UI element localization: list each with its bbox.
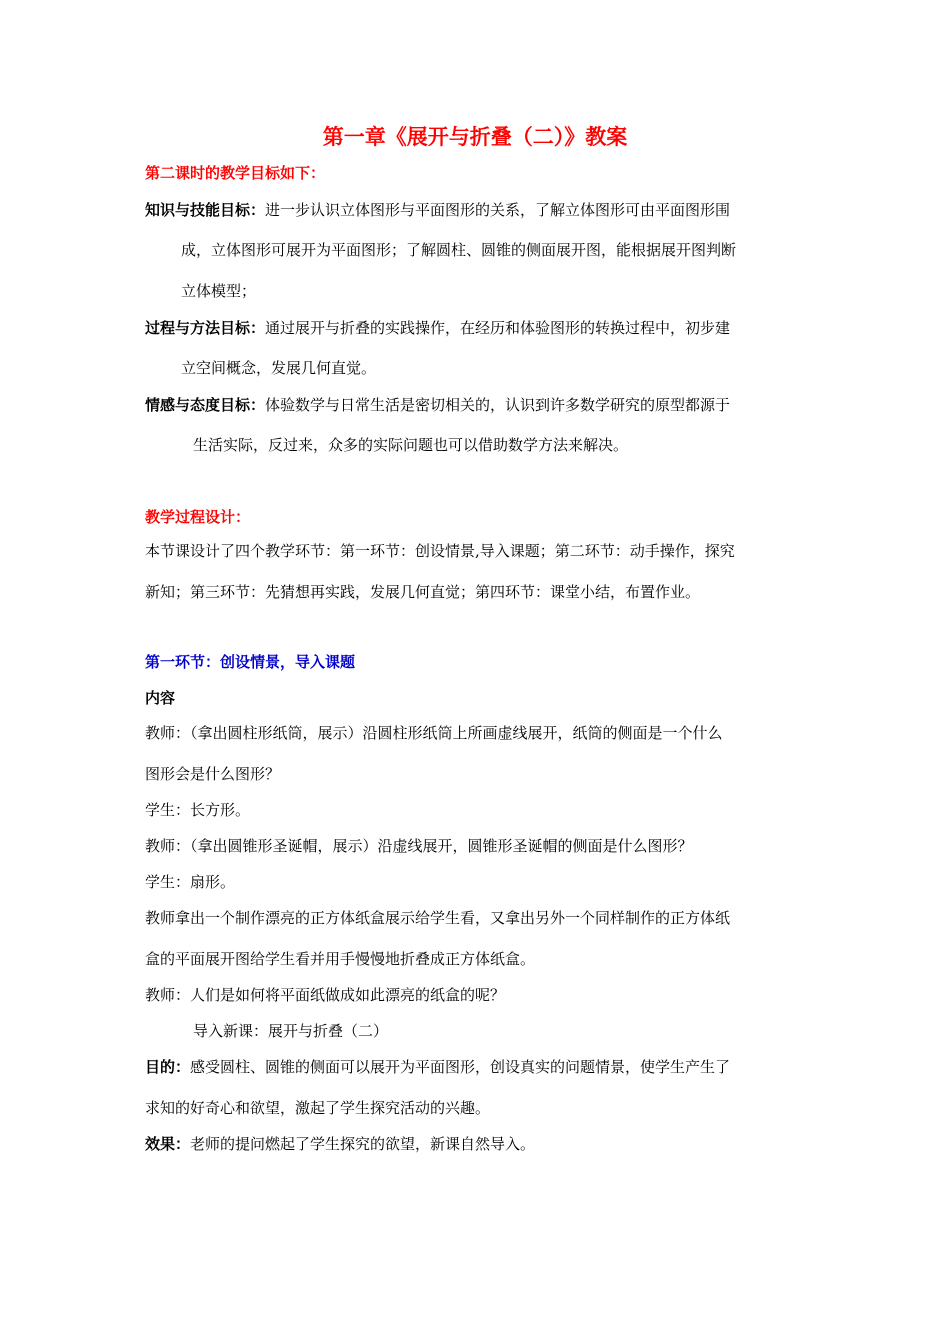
- teacher-line3: 教师拿出一个制作漂亮的正方体纸盒展示给学生看，又拿出另外一个同样制作的正方体纸: [145, 909, 731, 927]
- section1-heading: 第一环节：创设情景，导入课题: [145, 653, 356, 671]
- knowledge-objective-line2: 成，立体图形可展开为平面图形；了解圆柱、圆锥的侧面展开图，能根据展开图判断: [181, 241, 737, 259]
- process-objective-label: 过程与方法目标：: [145, 319, 266, 337]
- purpose-text: 感受圆柱、圆锥的侧面可以展开为平面图形，创设真实的问题情景，使学生产生了: [190, 1058, 731, 1076]
- design-line1: 本节课设计了四个教学环节：第一环节：创设情景,导入课题；第二环节：动手操作，探究: [145, 542, 735, 560]
- design-heading: 教学过程设计：: [145, 508, 251, 526]
- effect-line: [145, 1134, 535, 1154]
- teacher-line1: 教师：（拿出圆柱形纸筒，展示）沿圆柱形纸筒上所画虚线展开，纸筒的侧面是一个什么: [145, 724, 723, 742]
- intro-line: 导入新课：展开与折叠（二）: [193, 1022, 389, 1040]
- design-line2: 新知；第三环节：先猜想再实践，发展几何直觉；第四环节：课堂小结，布置作业。: [145, 583, 701, 601]
- knowledge-objective-text: 进一步认识立体图形与平面图形的关系，了解立体图形可由平面图形围: [265, 201, 731, 219]
- teacher-line1-cont: 图形会是什么图形？: [145, 765, 281, 783]
- effect-label: 效果：: [145, 1135, 191, 1153]
- objectives-heading: 第二课时的教学目标如下：: [145, 164, 326, 182]
- process-objective-line2: 立空间概念，发展几何直觉。: [181, 359, 377, 377]
- emotion-objective-line2: 生活实际，反过来，众多的实际问题也可以借助数学方法来解决。: [193, 436, 629, 454]
- process-objective-text: 通过展开与折叠的实践操作，在经历和体验图形的转换过程中，初步建: [265, 319, 731, 337]
- purpose-label: 目的：: [145, 1058, 191, 1076]
- knowledge-objective-line1: [145, 200, 730, 220]
- effect-text: 老师的提问燃起了学生探究的欲望，新课自然导入。: [190, 1135, 536, 1153]
- purpose-line2: 求知的好奇心和欲望，激起了学生探究活动的兴趣。: [145, 1099, 491, 1117]
- emotion-objective-text: 体验数学与日常生活是密切相关的，认识到许多数学研究的原型都源于: [265, 396, 731, 414]
- knowledge-objective-line3: 立体模型；: [181, 282, 257, 300]
- teacher-line2: 教师：（拿出圆锥形圣诞帽，展示）沿虚线展开，圆锥形圣诞帽的侧面是什么图形？: [145, 837, 693, 855]
- document-title: 第一章《展开与折叠（二）》教案: [322, 124, 628, 149]
- content-label: 内容: [145, 689, 176, 707]
- purpose-line1: [145, 1057, 730, 1077]
- emotion-objective-label: 情感与态度目标：: [145, 396, 266, 414]
- student-line1: 学生：长方形。: [145, 801, 251, 819]
- emotion-objective-line1: [145, 395, 730, 415]
- knowledge-objective-label: 知识与技能目标：: [145, 201, 266, 219]
- process-objective-line1: [145, 318, 730, 338]
- teacher-line3-cont: 盒的平面展开图给学生看并用手慢慢地折叠成正方体纸盒。: [145, 950, 536, 968]
- student-line2: 学生：扇形。: [145, 873, 236, 891]
- teacher-line4: 教师：人们是如何将平面纸做成如此漂亮的纸盒的呢？: [145, 986, 506, 1004]
